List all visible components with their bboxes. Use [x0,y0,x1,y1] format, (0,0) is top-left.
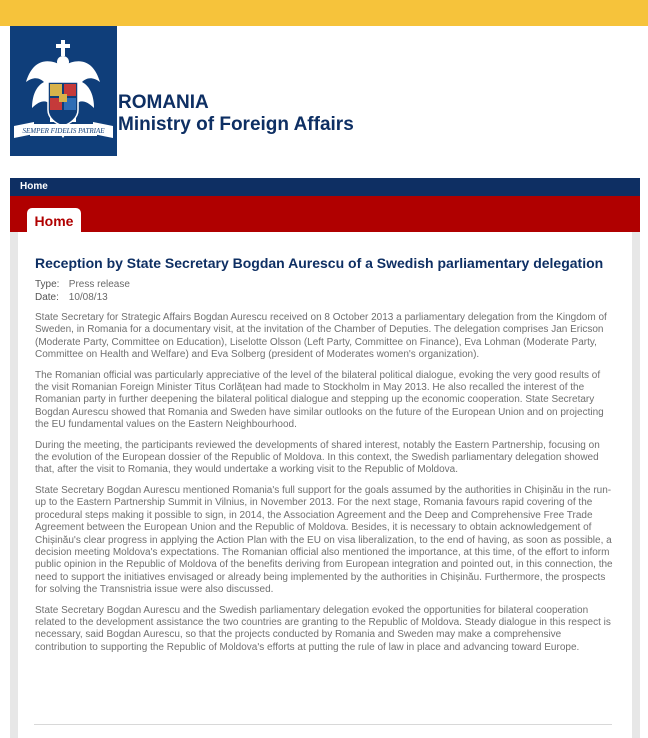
brand-country: ROMANIA [118,92,209,113]
eagle-emblem-icon [10,26,117,156]
article [35,255,613,654]
meta-date-value: 10/08/13 [68,292,108,303]
meta-date-row [35,291,613,304]
meta-type-row [35,278,613,291]
article-paragraph: State Secretary for Strategic Affairs Bogdan Aurescu received on 8 October 2013 a parliamentary delegation from the Kingdom of Sweden, in Romania for a documentary visit, at the invitation of the Chamber of Deputies. The delegation comprises Jan Ericson (Moderate Party, Committee on Education), Liselotte Olsson (Left Party, Committee on Finance), Eva Lohman (Moderate Party, Committee on Health and Welfare) and Eva Solberg (president of Moderates women's organization). [35,312,607,361]
article-paragraph: The Romanian official was particularly appreciative of the level of the bilateral political dialogue, evoking the very good results of the visit Romanian Foreign Minister Titus Corlățean had made to Stockholm in May 2013. He also recalled the interest of the Romanian party in further deepening the bilateral political dialogue and stepping up the economic cooperation. State Secretary Bogdan Aurescu showed that Romania and Sweden have similar outlooks on the future of the European Union and on projecting the EU fundamental values on the Eastern Neighbourhood. [35,369,604,431]
article-paragraph: During the meeting, the participants reviewed the developments of shared interest, notably the Eastern Partnership, focusing on the evolution of the European dossier of the Republic of Moldova. In this context, the Swedish parliamentary delegation showed that, after the visit to Romania, they would undertake a working visit to the Republic of Moldova. [35,439,600,476]
site-brand [118,92,354,136]
logo-motto: SEMPER FIDELIS PATRIAE [22,127,105,135]
nav-home-link[interactable]: Home [20,181,48,192]
section-header-bar [10,196,640,232]
article-paragraph: State Secretary Bogdan Aurescu and the Swedish parliamentary delegation evoked the opportunities for bilateral cooperation related to the development assistance the two countries are granting to the Republic of Moldova. Steady dialogue in this respect is necessary, said Bogdan Aurescu, so that the projects conducted by Romania and Sweden may make a comprehensive contribution to supporting the Republic of Moldova's efforts at putting the rule of law in place and advancing toward Europe. [35,604,611,653]
article-divider [34,724,612,725]
top-accent-stripe [0,0,648,26]
meta-type-value: Press release [68,279,130,290]
top-navigation-bar [10,178,640,196]
coat-of-arms-logo[interactable] [10,26,117,156]
site-header [0,26,648,178]
article-paragraph: State Secretary Bogdan Aurescu mentioned Romania's full support for the goals assumed by the authorities in Chișinău in the run-up to the Eastern Partnership Summit in Vilnius, in November 2013. For the next stage, Romania favours rapid covering of the procedural steps making it possible to sign, in 2014, the Association Agreement and the Deep and Comprehensive Free Trade Agreement between the European Union and the Republic of Moldova. Besides, it is necessary to obtain acknowledgement of Chișinău's clear progress in applying the Action Plan with the EU on visa liberalization, to the end of having, as soon as possible, a decision meeting Moldova's expectations. The Romanian official also mentioned the importance, at this time, of the effort to inform public opinion in the Republic of Moldova of the benefits deriving from European integration and pointed out, in this connection, the need to support the initiatives envisaged or already being implemented by the authorities in Chișinău. Furthermore, the prospects for solving the Transnistria issue were also discussed. [35,484,613,596]
tab-home[interactable]: Home [27,208,81,234]
article-meta [35,278,613,304]
article-title: Reception by State Secretary Bogdan Aurescu of a Swedish parliamentary delegation [35,255,604,271]
meta-type-label: Type: [35,279,60,290]
meta-date-label: Date: [35,292,59,303]
brand-ministry: Ministry of Foreign Affairs [118,114,354,135]
